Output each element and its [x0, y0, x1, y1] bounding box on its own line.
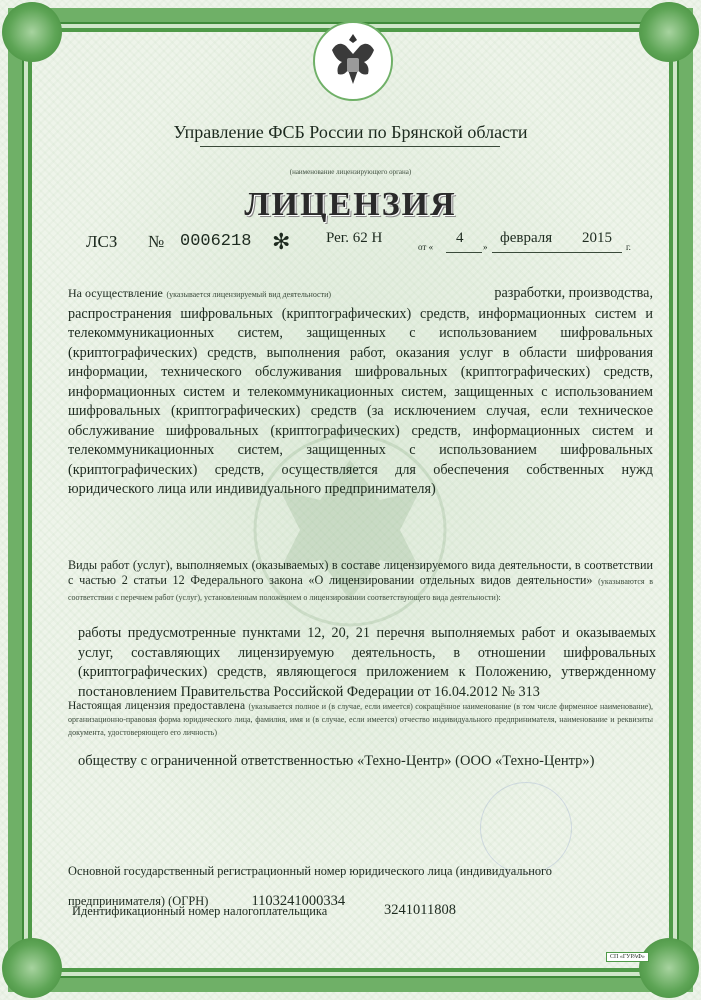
- date-prefix: от «: [418, 242, 434, 252]
- licensee-name: обществу с ограниченной ответственностью «Техно-Центр» (ООО «Техно-Центр»): [78, 753, 595, 769]
- license-day: 4: [456, 230, 464, 246]
- year-suffix: г.: [626, 242, 631, 252]
- activity-lead: На осуществление: [68, 286, 163, 300]
- licensee-lead-block: [68, 700, 653, 739]
- activity-text: распространения шифровальных (криптографических) средств, информационных систем и телекоммуникационных систем, защищенных с использованием шифровальных (криптографических) средств, выполнения работ, оказания услуг в области шифрования информации, технического обслуживания шифровальных (криптографических) средств, информационных систем и телекоммуникационных систем, защищенных с использованием шифровальных (криптографических) средств (за исключением случая, если техническое обслуживание шифровальных (криптографических) средств, информационных систем и телекоммуникационных систем, защищенных с использованием шифровальных (криптографических) средств, осуществляется для обеспечения собственных нужд юридического лица или индивидуального предпринимателя): [68, 305, 653, 497]
- document-title: ЛИЦЕНЗИЯ: [244, 186, 457, 223]
- activity-block: [68, 284, 653, 500]
- day-underline: [446, 252, 482, 253]
- licensee-hint: (указывается полное и (в случае, если имеется) сокращённое наименование (в том числе фирменное наименование), организационно-правовая форма юридического лица, фамилия, имя и (в случае, если имеется) отчество индивидуального предпринимателя, наименование и реквизиты документа, удостоверяющего его личность): [68, 702, 654, 737]
- corner-ornament-tr: [639, 2, 699, 62]
- activity-hint: (указывается лицензируемый вид деятельности): [166, 290, 332, 299]
- license-year: 2015: [582, 230, 612, 246]
- corner-ornament-tl: [2, 2, 62, 62]
- inn-label: Идентификационный номер налогоплательщика: [72, 904, 328, 918]
- ogrn-label-line1: Основной государственный регистрационный номер юридического лица (индивидуального: [68, 864, 553, 878]
- works-lead-block: [68, 558, 653, 605]
- license-number: 0006218: [180, 232, 252, 251]
- licensing-authority-name: Управление ФСБ России по Брянской области: [173, 122, 528, 142]
- works-text: работы предусмотренные пунктами 12, 20, 21 перечня выполняемых работ и оказываемых услуг, составляющих лицензируемую деятельность, в отношении шифровальных (криптографических) средств, являющегося приложением к Положению, утвержденному постановлением Правительства Российской Федерации от 16.04.2012 № 313: [78, 625, 656, 700]
- printer-mark: СП «ГУРАФ»: [606, 952, 649, 962]
- works-lead: Виды работ (услуг), выполняемых (оказываемых) в составе лицензируемого вида деятельности, в соответствии с частью 2 статьи 12 Федерального закона «О лицензировании отдельных видов деятельности»: [68, 558, 653, 587]
- works-hint: (указываются в соответствии с перечнем работ (услуг), установленным положением о лицензировании соответствующего вида деятельности):: [68, 577, 653, 602]
- corner-ornament-br: [639, 938, 699, 998]
- corner-ornament-bl: [2, 938, 62, 998]
- ogrn-value: 1103241000334: [251, 893, 346, 909]
- inn-value: 3241011808: [384, 902, 456, 918]
- star-mark: ✻: [272, 229, 291, 254]
- coat-of-arms-icon: [312, 20, 394, 102]
- license-month: февраля: [500, 230, 553, 246]
- licensee-lead: Настоящая лицензия предоставлена: [68, 700, 246, 712]
- number-label: №: [148, 232, 165, 251]
- ogrn-label-line2: предпринимателя) (ОГРН): [68, 894, 209, 908]
- licensing-authority-hint: (наименование лицензирующего органа): [289, 168, 412, 176]
- month-underline: [492, 252, 622, 253]
- activity-text-first: разработки, производства,: [494, 285, 653, 301]
- license-series: ЛСЗ: [86, 232, 118, 251]
- authority-underline: [200, 146, 500, 147]
- date-mid: »: [483, 242, 488, 252]
- registration-number: Рег. 62 Н: [326, 230, 383, 246]
